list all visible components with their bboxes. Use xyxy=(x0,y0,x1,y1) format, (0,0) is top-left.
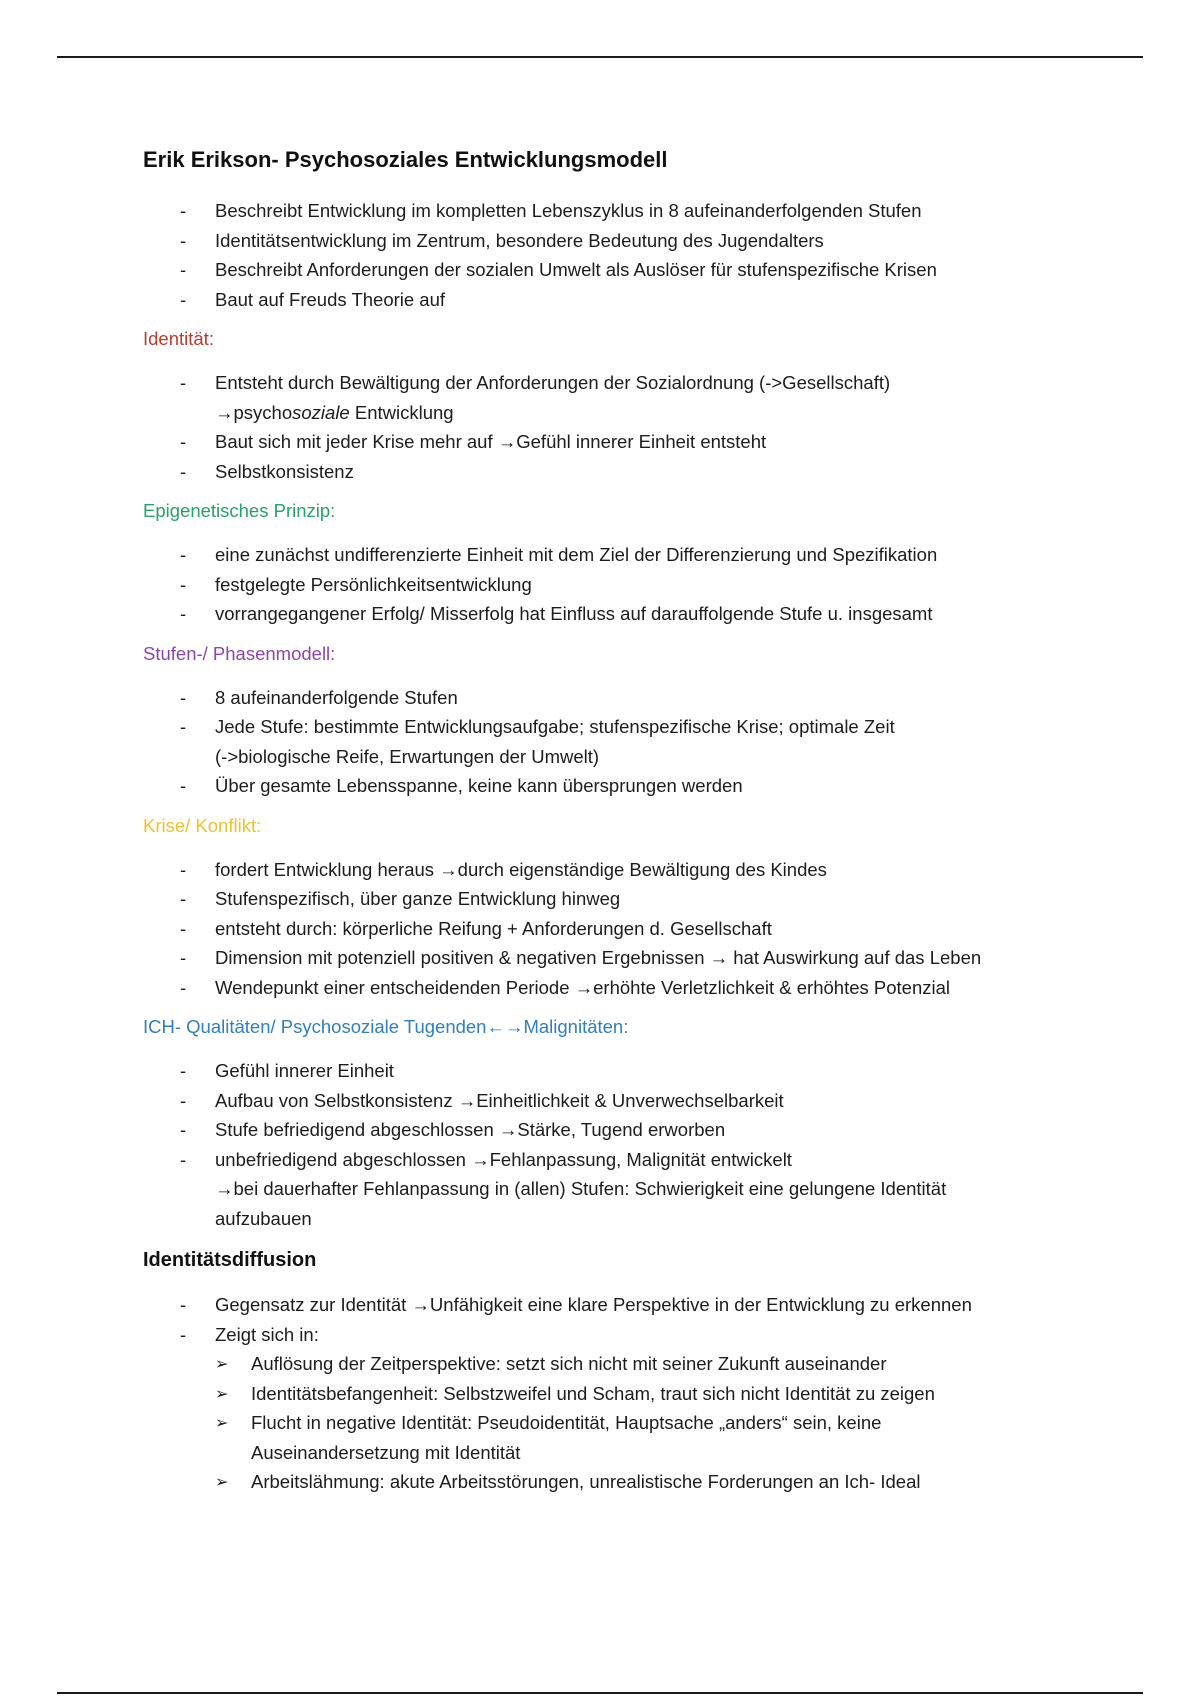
list-item-line: (->biologische Reife, Erwartungen der Umwelt) xyxy=(215,745,600,767)
list-item xyxy=(143,368,1143,427)
sub-list-item: ➢ Arbeitslähmung: akute Arbeitsstörungen, unrealistische Forderungen an Ich- Ideal xyxy=(215,1467,1143,1497)
krise-list xyxy=(143,855,1143,1003)
list-item: - 8 aufeinanderfolgende Stufen xyxy=(143,683,1143,713)
diffusion-list xyxy=(143,1290,1143,1497)
section-heading-krise: Krise/ Konflikt: xyxy=(143,814,262,836)
list-item: - Baut auf Freuds Theorie auf xyxy=(143,285,1143,315)
list-item: - fordert Entwicklung heraus →durch eigenständige Bewältigung des Kindes xyxy=(143,855,1143,885)
section-heading-stufen: Stufen-/ Phasenmodell: xyxy=(143,642,336,664)
list-item: - eine zunächst undifferenzierte Einheit mit dem Ziel der Differenzierung und Spezifikation xyxy=(143,540,1143,570)
text-run: Entwicklung xyxy=(349,401,454,423)
list-item: - Gegensatz zur Identität →Unfähigkeit eine klare Perspektive in der Entwicklung zu erkennen xyxy=(143,1290,1143,1320)
document-body xyxy=(143,143,1143,1509)
sub-list-item xyxy=(215,1408,1143,1467)
list-item xyxy=(143,1320,1143,1497)
list-item: - Identitätsentwicklung im Zentrum, besondere Bedeutung des Jugendalters xyxy=(143,226,1143,256)
section-heading-ich: ICH- Qualitäten/ Psychosoziale Tugenden←→Malignitäten: xyxy=(143,1016,629,1037)
ich-list xyxy=(143,1056,1143,1233)
list-item-line: - Zeigt sich in: xyxy=(215,1323,319,1345)
intro-list xyxy=(143,196,1143,314)
list-item: - Über gesamte Lebensspanne, keine kann übersprungen werden xyxy=(143,771,1143,801)
list-item: - Beschreibt Anforderungen der sozialen Umwelt als Auslöser für stufenspezifische Krisen xyxy=(143,255,1143,285)
list-item-line: aufzubauen xyxy=(215,1207,312,1229)
page-title: Erik Erikson- Psychosoziales Entwicklungsmodell xyxy=(143,147,668,172)
list-item-line: ➢ Flucht in negative Identität: Pseudoidentität, Hauptsache „anders“ sein, keine xyxy=(251,1412,882,1433)
list-item: - Dimension mit potenziell positiven & negativen Ergebnissen → hat Auswirkung auf das Leben xyxy=(143,943,1143,973)
list-item-line: - Entsteht durch Bewältigung der Anforderungen der Sozialordnung (->Gesellschaft) xyxy=(215,372,891,393)
text-run: →psycho xyxy=(215,401,293,423)
footer-rule xyxy=(57,1692,1143,1694)
section-heading-identitaet: Identität: xyxy=(143,328,214,349)
list-item: - Beschreibt Entwicklung im kompletten Lebenszyklus in 8 aufeinanderfolgenden Stufen xyxy=(143,196,1143,226)
section-heading-epigenetisch: Epigenetisches Prinzip: xyxy=(143,500,336,521)
list-item-line: - Jede Stufe: bestimmte Entwicklungsaufgabe; stufenspezifische Krise; optimale Zeit xyxy=(215,716,895,737)
list-item: - Selbstkonsistenz xyxy=(143,457,1143,487)
list-item: - Aufbau von Selbstkonsistenz →Einheitlichkeit & Unverwechselbarkeit xyxy=(143,1086,1143,1116)
list-item-line: Auseinandersetzung mit Identität xyxy=(251,1441,521,1463)
list-item: - vorrangegangener Erfolg/ Misserfolg hat Einfluss auf darauffolgende Stufe u. insgesamt xyxy=(143,599,1143,629)
list-item xyxy=(143,712,1143,771)
list-item: - Stufenspezifisch, über ganze Entwicklung hinweg xyxy=(143,884,1143,914)
diffusion-sublist xyxy=(215,1349,1143,1497)
epigenetisch-list xyxy=(143,540,1143,629)
list-item-line: →bei dauerhafter Fehlanpassung in (allen) Stufen: Schwierigkeit eine gelungene Identität xyxy=(215,1178,947,1199)
stufen-list xyxy=(143,683,1143,801)
section-heading-diffusion: Identitätsdiffusion xyxy=(143,1249,317,1271)
list-item: - entsteht durch: körperliche Reifung + Anforderungen d. Gesellschaft xyxy=(143,914,1143,944)
list-item xyxy=(143,1145,1143,1234)
sub-list-item: ➢ Auflösung der Zeitperspektive: setzt sich nicht mit seiner Zukunft auseinander xyxy=(215,1349,1143,1379)
header-rule xyxy=(57,56,1143,58)
sub-list-item: ➢ Identitätsbefangenheit: Selbstzweifel und Scham, traut sich nicht Identität zu zeigen xyxy=(215,1379,1143,1409)
list-item-line: - unbefriedigend abgeschlossen →Fehlanpassung, Malignität entwickelt xyxy=(215,1148,792,1170)
list-item: - festgelegte Persönlichkeitsentwicklung xyxy=(143,570,1143,600)
list-item-line xyxy=(215,398,1143,428)
list-item: - Gefühl innerer Einheit xyxy=(143,1056,1143,1086)
identitaet-list xyxy=(143,368,1143,486)
list-item: - Wendepunkt einer entscheidenden Periode →erhöhte Verletzlichkeit & erhöhtes Potenzial xyxy=(143,973,1143,1003)
list-item: - Baut sich mit jeder Krise mehr auf →Gefühl innerer Einheit entsteht xyxy=(143,427,1143,457)
emphasis-text: soziale xyxy=(292,401,350,423)
list-item: - Stufe befriedigend abgeschlossen →Stärke, Tugend erworben xyxy=(143,1115,1143,1145)
